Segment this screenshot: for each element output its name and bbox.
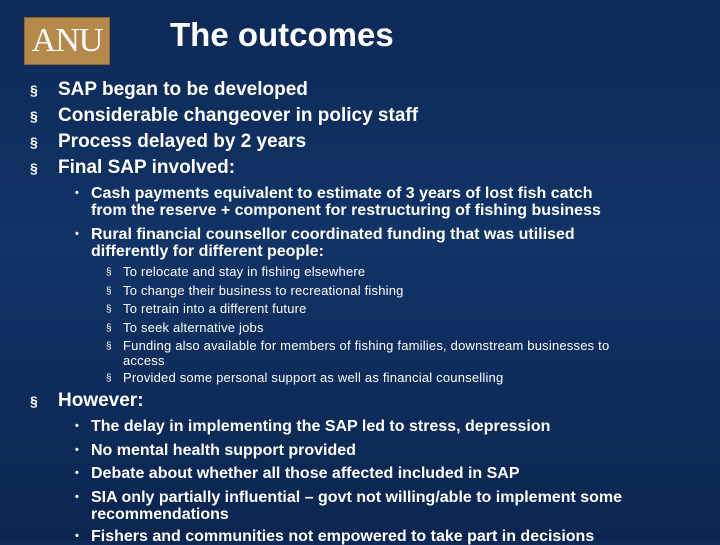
anu-logo [24, 17, 110, 65]
bullet-text: Funding also available for members of fishing families, downstream businesses to [123, 338, 610, 353]
bullet-text: access [123, 353, 165, 368]
bullet-marker: § [30, 393, 38, 409]
sub-bullet-however [75, 465, 520, 482]
bullet-marker: § [106, 286, 112, 297]
anu-logo-text: ANU [31, 22, 103, 59]
bullet-text: No mental health support provided [91, 442, 356, 459]
sub-sub-bullet-cont [123, 353, 165, 369]
sub-sub-bullet [106, 264, 366, 280]
bullet-text: However: [58, 390, 144, 411]
bullet-text: Debate about whether all those affected included in SAP [91, 465, 520, 482]
bullet-text: Final SAP involved: [58, 157, 236, 178]
sub-bullet-cash-payments-cont [91, 202, 601, 219]
sub-bullet-however [75, 489, 623, 506]
bullet-text: from the reserve + component for restructuring of fishing business [91, 202, 601, 219]
bullet-marker: § [30, 160, 38, 176]
bullet-marker: § [106, 267, 112, 278]
sub-bullet-however-cont [91, 506, 229, 523]
bullet-marker: § [30, 108, 38, 124]
bullet-marker: • [75, 187, 79, 199]
bullet-marker: • [75, 444, 79, 456]
bullet-text: Fishers and communities not empowered to take part in decisions [91, 528, 595, 545]
bullet-marker: • [75, 491, 79, 503]
bullet-final-sap [30, 157, 236, 179]
bullet-marker: • [75, 420, 79, 432]
bullet-text: Rural financial counsellor coordinated funding that was utilised [91, 226, 575, 243]
bullet-marker: § [106, 323, 112, 334]
bullet-marker: • [75, 228, 79, 240]
sub-bullet-however [75, 418, 551, 435]
bullet-marker: § [30, 82, 38, 98]
sub-bullet-however-cut [75, 528, 595, 545]
bullet-sap-developed [30, 79, 308, 101]
bullet-marker: • [75, 467, 79, 479]
sub-sub-bullet [106, 320, 264, 336]
bullet-marker: § [30, 134, 38, 150]
bullet-text: Cash payments equivalent to estimate of 3 years of lost fish catch [91, 185, 593, 202]
sub-sub-bullet [106, 301, 307, 317]
bullet-text: recommendations [91, 506, 229, 523]
bullet-text: To change their business to recreational fishing [123, 283, 404, 298]
bullet-text: To relocate and stay in fishing elsewhere [123, 264, 366, 279]
bullet-text: The delay in implementing the SAP led to stress, depression [91, 418, 551, 435]
bullet-text: SAP began to be developed [58, 79, 308, 100]
bullet-text: Provided some personal support as well as financial counselling [123, 370, 504, 385]
bullet-marker: § [106, 304, 112, 315]
bullet-text: To retrain into a different future [123, 301, 307, 316]
bullet-text: SIA only partially influential – govt not willing/able to implement some [91, 489, 623, 506]
bullet-marker: • [75, 530, 79, 542]
bullet-marker: § [106, 341, 112, 352]
bullet-text: Considerable changeover in policy staff [58, 105, 419, 126]
sub-sub-bullet [106, 370, 504, 386]
sub-bullet-however [75, 442, 356, 459]
sub-bullet-rural-counsellor [75, 226, 575, 243]
bullet-however [30, 390, 144, 412]
sub-bullet-rural-counsellor-cont [91, 243, 324, 260]
bullet-process-delayed [30, 131, 307, 153]
bullet-policy-staff [30, 105, 419, 127]
bullet-text: Process delayed by 2 years [58, 131, 307, 152]
sub-bullet-cash-payments [75, 185, 593, 202]
page-title: The outcomes [170, 16, 394, 53]
bullet-text: To seek alternative jobs [123, 320, 264, 335]
bullet-text: differently for different people: [91, 243, 324, 260]
sub-sub-bullet [106, 283, 404, 299]
sub-sub-bullet [106, 338, 610, 354]
bullet-marker: § [106, 373, 112, 384]
